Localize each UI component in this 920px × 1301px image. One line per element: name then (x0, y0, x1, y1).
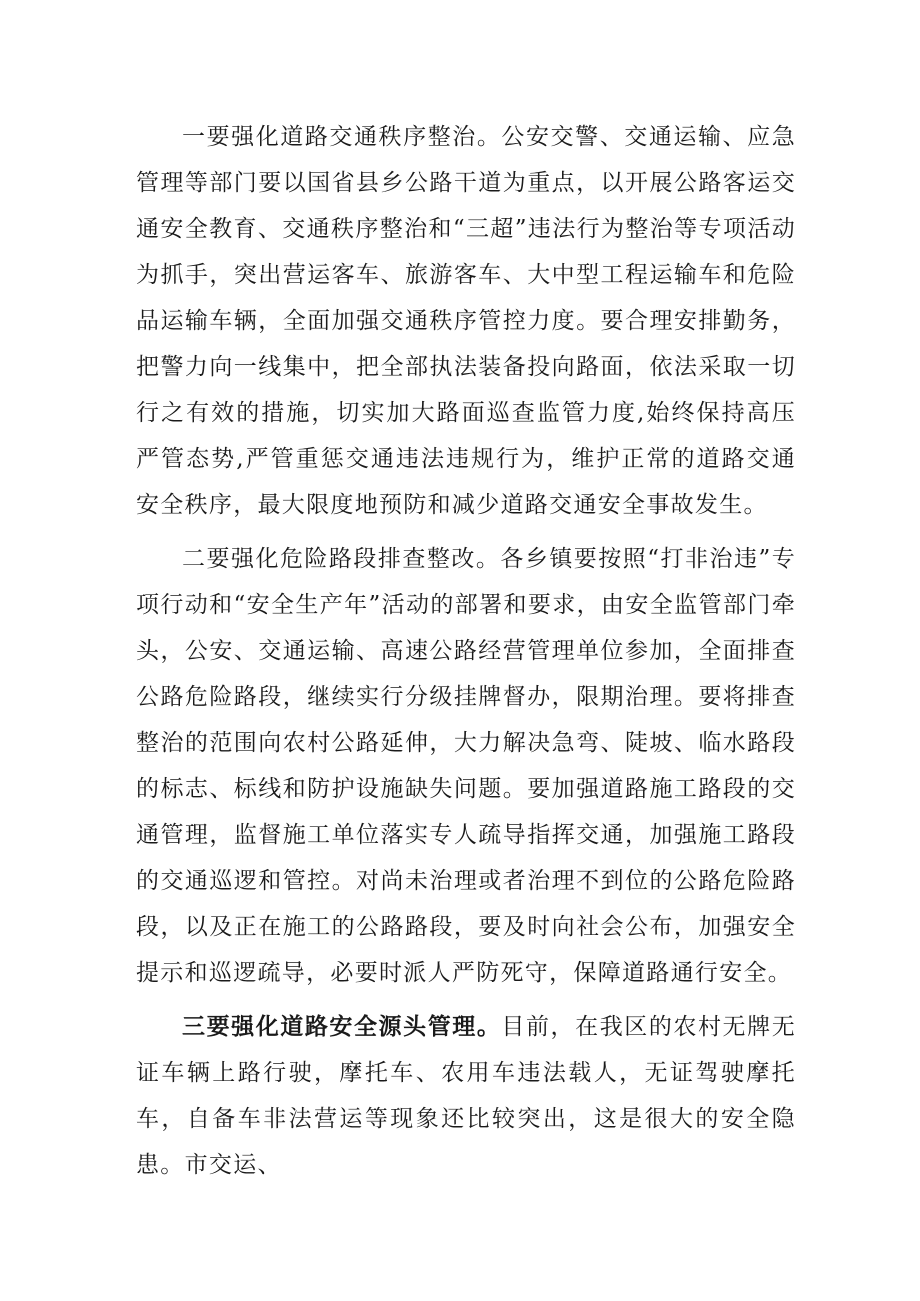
paragraph-2-text: 各乡镇要按照“打非治违”专项行动和“安全生产年”活动的部署和要求，由安全监管部门牵头，公安、交通运输、高速公路经营管理单位参加，全面排查公路危险路段，继续实行分级挂牌督办，限期治理。要将排查整治的范围向农村公路延伸，大力解决急弯、陡坡、临水路段的标志、标线和防护设施缺失问题。要加强道路施工路段的交通管理，监督施工单位落实专人疏导指挥交通，加强施工路段的交通巡逻和管控。对尚未治理或者治理不到位的公路危险路段，以及正在施工的公路路段，要及时向社会公布，加强安全提示和巡逻疏导，必要时派人严防死守，保障道路通行安全。 (136, 546, 797, 986)
paragraph-1-text: 公安交警、交通运输、应急管理等部门要以国省县乡公路干道为重点，以开展公路客运交通安全教育、交通秩序整治和“三超”违法行为整治等专项活动为抓手，突出营运客车、旅游客车、大中型工程运输车和危险品运输车辆，全面加强交通秩序管控力度。要合理安排勤务，把警力向一线集中，把全部执法装备投向路面，依法采取一切行之有效的措施，切实加大路面巡查监管力度,始终保持高压严管态势,严管重惩交通违法违规行为，维护正常的道路交通安全秩序，最大限度地预防和减少道路交通安全事故发生。 (136, 124, 796, 518)
paragraph-3 (136, 1004, 796, 1188)
paragraph-2 (136, 536, 796, 996)
paragraph-2-heading: 二要强化危险路段排查整改。 (182, 546, 501, 572)
paragraph-1 (136, 114, 796, 528)
paragraph-3-text: 目前，在我区的农村无牌无证车辆上路行驶，摩托车、农用车违法载人，无证驾驶摩托车，自备车非法营运等现象还比较突出，这是很大的安全隐患。市交运、 (136, 1014, 796, 1178)
paragraph-1-heading: 一要强化道路交通秩序整治。 (182, 124, 502, 150)
document-body (136, 114, 796, 1188)
paragraph-3-heading: 三要强化道路安全源头管理。 (182, 1013, 502, 1040)
